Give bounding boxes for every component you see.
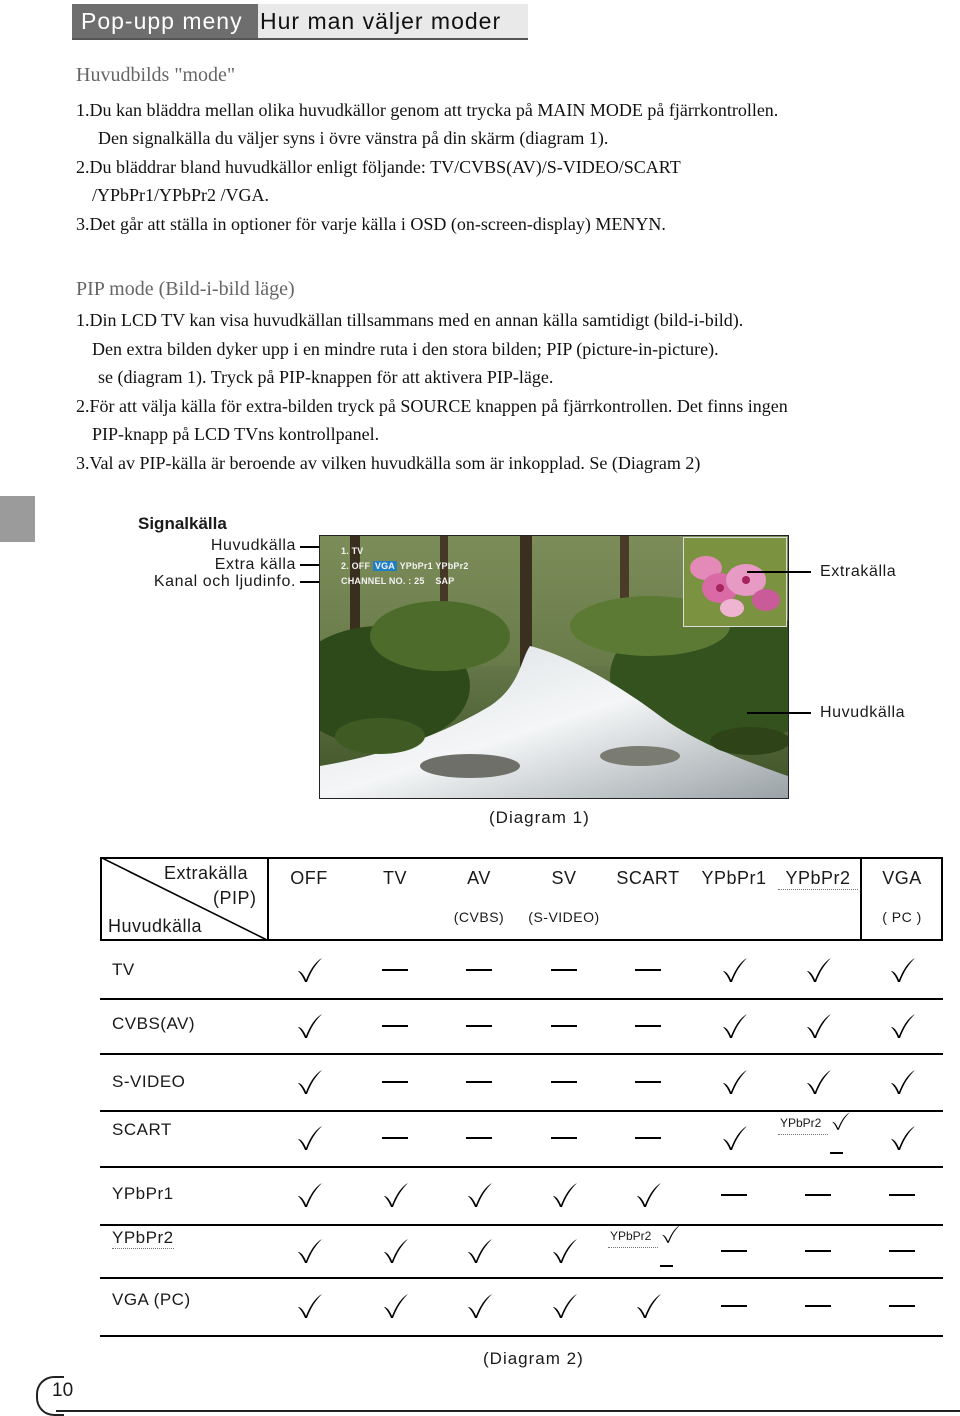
header-underline [72,38,528,40]
row-label: S-VIDEO [112,1072,186,1091]
check-icon [295,1236,325,1266]
dash-icon [382,969,408,971]
section1-line: /YPbPr1/YPbPr2 /VGA. [92,185,270,205]
check-icon [660,1223,682,1245]
check-icon [381,1180,411,1210]
check-icon [550,1291,580,1321]
dash-icon [382,1137,408,1139]
check-icon [295,1180,325,1210]
check-icon [720,1011,750,1041]
check-icon [381,1291,411,1321]
dash-icon [466,1137,492,1139]
label-extra-right: Extrakälla [820,563,897,580]
check-icon [381,1236,411,1266]
row-label: VGA (PC) [112,1290,191,1309]
check-icon [295,955,325,985]
dash-icon [635,1137,661,1139]
dash-icon [382,1081,408,1083]
section-title: Hur man väljer moder [258,4,528,38]
label-main-right: Huvudkälla [820,704,906,721]
orchid-illustration [684,538,786,626]
dash-icon [805,1250,831,1252]
check-icon [550,1180,580,1210]
side-chapter-tab [0,496,35,542]
corner-label-main: Huvudkälla [108,916,203,936]
check-icon [830,1110,852,1132]
dash-icon [805,1194,831,1196]
osd-pip-source-list [341,561,469,571]
table-rule [100,1224,943,1226]
table-rule [100,1277,943,1279]
check-icon [295,1011,325,1041]
dash-icon [721,1305,747,1307]
diagram1-caption: (Diagram 1) [489,808,590,827]
section1-line: Den signalkälla du väljer syns i övre vänstra på din skärm (diagram 1). [98,128,609,148]
dash-icon [889,1305,915,1307]
check-icon [804,955,834,985]
label-channel-audio: Kanal och ljudinfo. [153,573,296,590]
cell-note-text: YPbPr2 [610,1229,652,1243]
pip-compatibility-table [100,857,943,1337]
section1-line: 3.Det går att ställa in optioner för varje källa i OSD (on-screen-display) MENYN. [76,214,666,234]
table-rule [100,1335,943,1337]
check-icon [465,1291,495,1321]
section2-line: 2.För att välja källa för extra-bilden tryck på SOURCE knappen på fjärrkontrollen. Det finns ingen [76,396,788,416]
table-rule [100,998,943,1000]
section-tab-popup-menu: Pop-upp meny [72,4,258,38]
check-icon [804,1067,834,1097]
label-extra-source: Extra källa [214,556,296,573]
dash-icon [382,1025,408,1027]
section2-line: PIP-knapp på LCD TVns kontrollpanel. [92,424,380,444]
page-number: 10 [52,1380,74,1401]
dash-icon [721,1250,747,1252]
osd-pip-prefix: 2. OFF [341,561,371,571]
dash-icon [551,1081,577,1083]
check-icon [888,1123,918,1153]
pip-window [683,537,787,627]
column-header-scart: SCART [616,868,680,888]
table-rule [100,1110,943,1112]
check-icon [634,1291,664,1321]
column-header-off: OFF [290,868,328,888]
leader-line [747,712,811,714]
check-icon [465,1180,495,1210]
dash-icon [660,1265,673,1267]
diagram1-title: Signalkälla [138,514,227,533]
osd-main-source: 1. TV [341,546,364,556]
cell-note-underline [608,1247,658,1248]
diagram2-caption: (Diagram 2) [483,1349,584,1368]
column-header-ypbpr1: YPbPr1 [701,868,767,888]
dash-icon [551,1025,577,1027]
section2-line: 1.Din LCD TV kan visa huvudkällan tillsammans med en annan källa samtidigt (bild-i-bild). [76,310,744,330]
dash-icon [466,969,492,971]
check-icon [295,1123,325,1153]
section1-line: 2.Du bläddrar bland huvudkällor enligt följande: TV/CVBS(AV)/S-VIDEO/SCART [76,157,681,177]
column-subheader: (S-VIDEO) [528,909,600,925]
dash-icon [889,1194,915,1196]
dash-icon [466,1081,492,1083]
check-icon [888,1067,918,1097]
section1-line: 1.Du kan bläddra mellan olika huvudkällor genom att trycka på MAIN MODE på fjärrkontrollen. [76,100,779,120]
column-subheader: (CVBS) [453,909,505,925]
check-icon [888,1011,918,1041]
check-icon [888,955,918,985]
cell-note-underline [778,1134,828,1135]
row-label: SCART [112,1120,172,1139]
dash-icon [635,1025,661,1027]
dash-icon [721,1194,747,1196]
dash-icon [635,969,661,971]
check-icon [634,1180,664,1210]
row-label: YPbPr1 [112,1184,174,1203]
corner-label-extra: Extrakälla [164,863,249,883]
osd-channel-info: CHANNEL NO. : 25 SAP [341,576,455,586]
check-icon [720,1067,750,1097]
dash-icon [889,1250,915,1252]
column-header-tv: TV [382,868,407,888]
table-rule [100,1053,943,1055]
table-rule [100,1166,943,1168]
footer-rule [56,1410,960,1412]
dash-icon [466,1025,492,1027]
column-subheader: ( PC ) [882,909,922,925]
dash-icon [551,969,577,971]
osd-pip-suffix: YPbPr1 YPbPr2 [399,561,469,571]
heading-pip-mode: PIP mode (Bild-i-bild läge) [76,278,295,300]
label-main-source: Huvudkälla [210,537,296,554]
dash-icon [830,1152,843,1154]
check-icon [295,1291,325,1321]
column-header-ypbpr2: YPbPr2 [778,868,858,890]
section2-line: Den extra bilden dyker upp i en mindre ruta i den stora bilden; PIP (picture-in-picture). [92,339,719,359]
check-icon [804,1011,834,1041]
column-header-av: AV [467,868,491,888]
column-header-sv: SV [551,868,577,888]
check-icon [465,1236,495,1266]
row-label: YPbPr2 [112,1228,174,1247]
cell-note-text: YPbPr2 [780,1116,822,1130]
row-label: CVBS(AV) [112,1014,196,1033]
check-icon [550,1236,580,1266]
section2-line: se (diagram 1). Tryck på PIP-knappen för att aktivera PIP-läge. [98,367,554,387]
leader-line [747,571,811,573]
check-icon [720,1123,750,1153]
heading-main-picture-mode: Huvudbilds "mode" [76,64,236,86]
osd-selected-source: VGA [374,561,396,571]
column-header-vga: VGA [882,868,922,888]
section2-line: 3.Val av PIP-källa är beroende av vilken huvudkälla som är inkopplad. Se (Diagram 2) [76,453,701,473]
corner-label-pip: (PIP) [213,888,257,908]
dash-icon [635,1081,661,1083]
row-label: TV [112,960,135,979]
dash-icon [551,1137,577,1139]
check-icon [295,1067,325,1097]
dash-icon [805,1305,831,1307]
check-icon [720,955,750,985]
